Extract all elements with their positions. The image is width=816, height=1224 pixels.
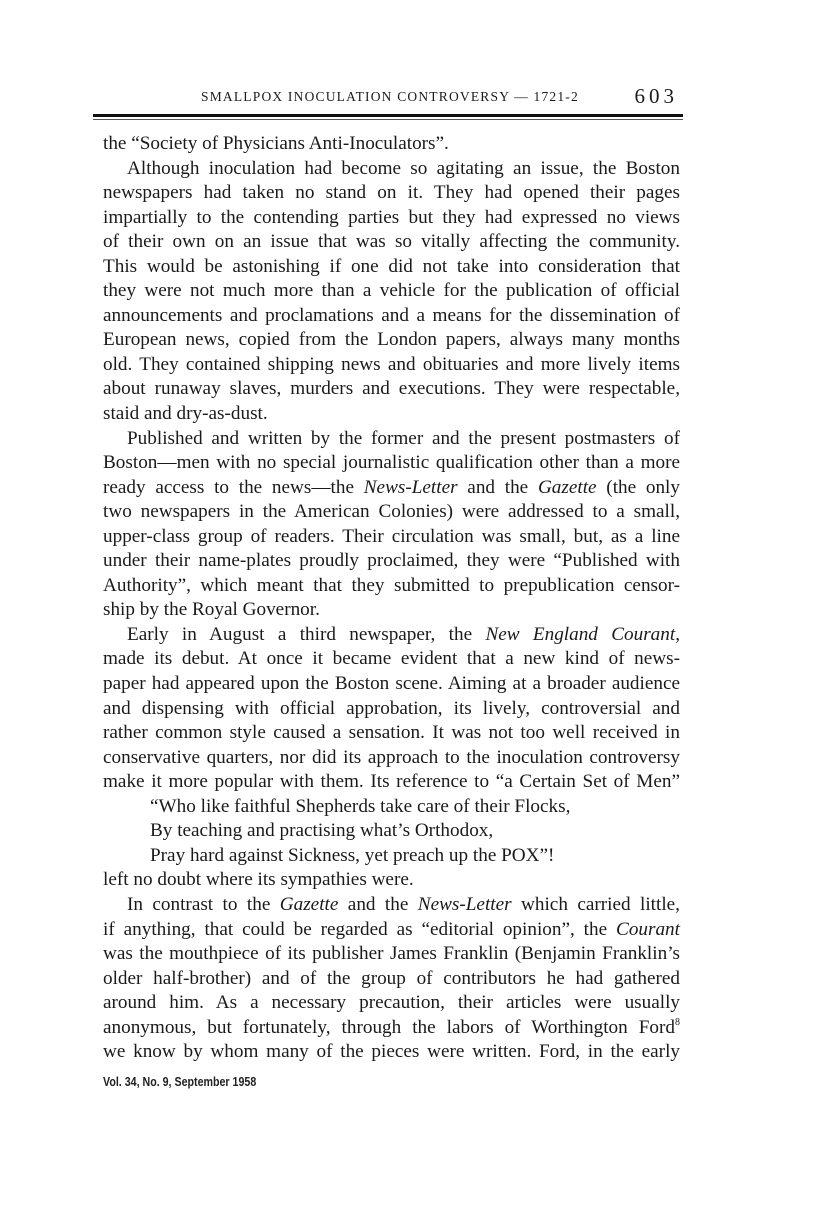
text-segment: the “Society of Physicians Anti-Inoculators”. [103, 133, 449, 154]
text-segment: “Who like faithful Shepherds take care of their Flocks, [150, 795, 571, 817]
text-line [103, 942, 680, 967]
text-segment: By teaching and practising what’s Orthodox, [150, 820, 494, 842]
text-segment: (the only [596, 476, 680, 498]
text-segment: This would be astonishing if one did not take into consideration that [103, 255, 680, 277]
text-line [103, 721, 680, 746]
text-line [103, 770, 680, 795]
text-segment: they were not much more than a vehicle for the publication of official [103, 280, 680, 302]
text-segment: Although inoculation had become so agitating an issue, the Boston [127, 157, 680, 179]
body-text [103, 132, 680, 1065]
text-segment: conservative quarters, nor did its approach to the inoculation controversy [103, 746, 680, 768]
text-segment: paper had appeared upon the Boston scene. Aiming at a broader audience [103, 673, 680, 695]
text-segment: anonymous, but fortunately, through the labors of Worthington Ford [103, 1016, 675, 1038]
italic-title: Courant [616, 918, 680, 940]
text-line [103, 206, 680, 231]
text-segment: left no doubt where its sympathies were. [103, 869, 414, 891]
italic-title: New England Courant [485, 623, 676, 645]
running-title: SMALLPOX INOCULATION CONTROVERSY — 1721-2 [201, 89, 579, 104]
text-line [103, 549, 680, 574]
text-segment: In contrast to the [127, 893, 280, 915]
text-segment: and the [457, 476, 538, 498]
text-line [103, 157, 680, 182]
text-segment: European news, copied from the London papers, always many months [103, 329, 680, 351]
text-line [103, 868, 680, 893]
text-line [103, 304, 680, 329]
text-line [103, 647, 680, 672]
text-segment: about runaway slaves, murders and executions. They were respectable, [103, 378, 680, 400]
text-segment: and dispensing with official approbation, its lively, controversial and [103, 697, 680, 719]
text-line [103, 623, 680, 648]
text-segment: two newspapers in the American Colonies) were addressed to a small, [103, 501, 680, 523]
text-line [103, 132, 680, 157]
footer-citation: Vol. 34, No. 9, September 1958 [103, 1074, 257, 1089]
running-head [103, 86, 680, 110]
footnote-ref: 8 [675, 1016, 680, 1028]
text-line [103, 353, 680, 378]
text-segment: Pray hard against Sickness, yet preach up the POX”! [150, 844, 555, 866]
text-segment: , [675, 623, 680, 645]
text-line [103, 1016, 680, 1041]
text-line [103, 402, 680, 427]
text-segment: impartially to the contending parties but they had expressed no views [103, 206, 680, 228]
text-segment: if anything, that could be regarded as “editorial opinion”, the [103, 918, 617, 940]
text-segment: and the [338, 893, 418, 915]
verse-line [103, 795, 680, 820]
header-rule-thin [93, 119, 683, 120]
text-segment: Authority”, which meant that they submitted to prepublication censor- [103, 574, 680, 596]
text-segment: staid and dry-as-dust. [103, 403, 268, 425]
text-segment: old. They contained shipping news and obituaries and more lively items [103, 353, 680, 375]
text-segment: around him. As a necessary precaution, their articles were usually [103, 992, 680, 1014]
verse-line [103, 819, 680, 844]
text-segment: we know by whom many of the pieces were written. Ford, in the early [103, 1041, 680, 1063]
text-line [103, 967, 680, 992]
text-line [103, 279, 680, 304]
text-segment: older half-brother) and of the group of contributors he had gathered [103, 967, 680, 989]
text-segment: newspapers had taken no stand on it. They had opened their pages [103, 182, 680, 204]
italic-title: Gazette [537, 476, 597, 498]
italic-title: News-Letter [363, 476, 458, 498]
text-segment: Published and written by the former and the present postmasters of [127, 427, 680, 449]
text-line [103, 672, 680, 697]
text-segment: Boston—men with no special journalistic qualification other than a more [103, 452, 680, 474]
text-line [103, 697, 680, 722]
text-line [103, 525, 680, 550]
text-line [103, 427, 680, 452]
text-line [103, 746, 680, 771]
text-line [103, 574, 680, 599]
text-line [103, 181, 680, 206]
italic-title: News-Letter [417, 893, 512, 915]
text-line [103, 893, 680, 918]
text-line [103, 500, 680, 525]
text-segment: of their own on an issue that was so vitally affecting the community. [103, 231, 680, 253]
text-line [103, 328, 680, 353]
text-segment: ship by the Royal Governor. [103, 599, 320, 621]
text-segment: was the mouthpiece of its publisher James Franklin (Benjamin Franklin’s [103, 943, 680, 965]
text-line [103, 991, 680, 1016]
text-segment: which carried little, [511, 893, 680, 915]
text-line [103, 476, 680, 501]
text-line [103, 598, 680, 623]
text-line [103, 377, 680, 402]
text-line [103, 255, 680, 280]
text-segment: ready access to the news—the [103, 476, 364, 498]
text-line [103, 230, 680, 255]
header-rule-thick [93, 114, 683, 117]
text-line [103, 918, 680, 943]
text-segment: Early in August a third newspaper, the [127, 623, 486, 645]
text-line [103, 451, 680, 476]
text-segment: under their name-plates proudly proclaimed, they were “Published with [103, 550, 680, 572]
italic-title: Gazette [279, 893, 339, 915]
text-segment: rather common style caused a sensation. It was not too well received in [103, 722, 680, 744]
text-segment: announcements and proclamations and a means for the dissemination of [103, 304, 680, 326]
text-segment: make it more popular with them. Its reference to “a Certain Set of Men” [103, 771, 680, 793]
text-segment: upper-class group of readers. Their circulation was small, but, as a line [103, 525, 680, 547]
text-line [103, 1040, 680, 1065]
verse-line [103, 844, 680, 869]
text-segment: made its debut. At once it became evident that a new kind of news- [103, 648, 680, 670]
page-number: 603 [634, 84, 678, 108]
